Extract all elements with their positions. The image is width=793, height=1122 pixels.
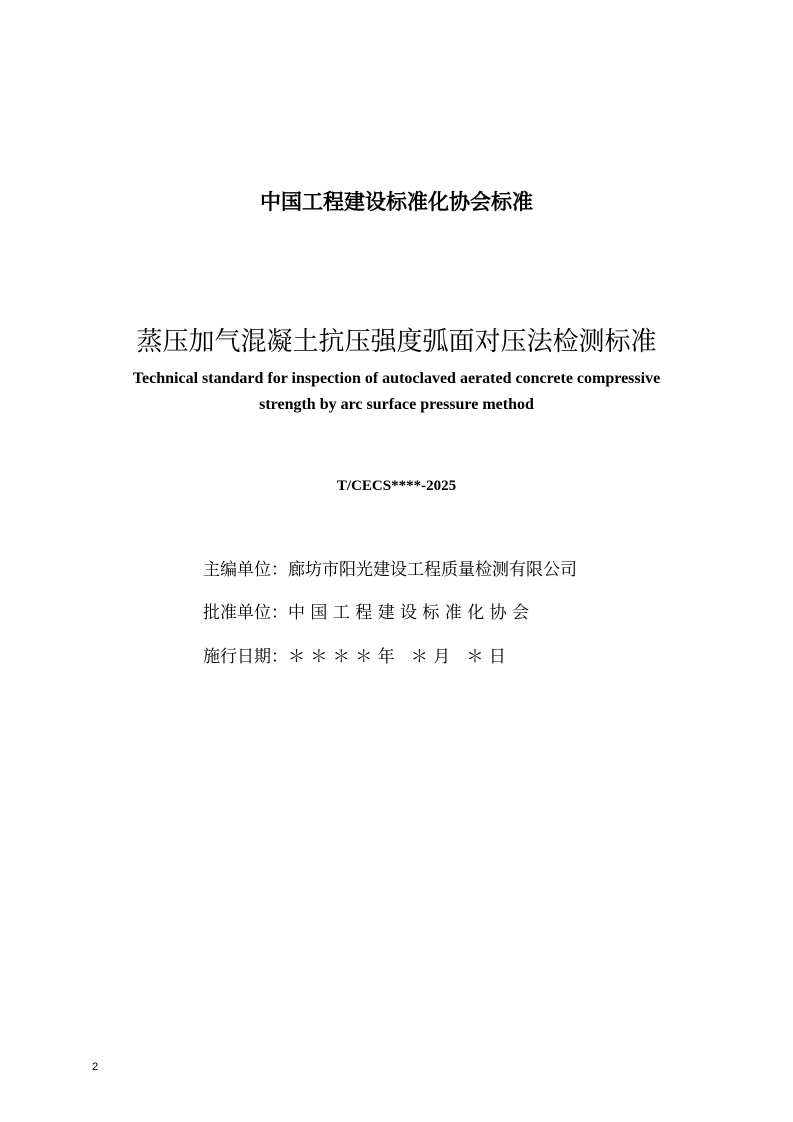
approver-value: 中 国 工 程 建 设 标 准 化 协 会: [288, 603, 530, 623]
approver-label: 批准单位：: [203, 603, 288, 623]
effective-date-value: ＊ ＊ ＊ ＊ 年 ＊ 月 ＊ 日: [288, 647, 506, 667]
page-number: 2: [92, 1061, 99, 1073]
organization-standard-heading: 中国工程建设标准化协会标准: [260, 190, 533, 214]
standard-code: T/CECS****-2025: [336, 478, 457, 494]
effective-date-label: 施行日期：: [203, 647, 288, 667]
editor-value: 廊坊市阳光建设工程质量检测有限公司: [288, 560, 577, 580]
editor-label: 主编单位：: [203, 560, 288, 580]
editor-row: [203, 557, 577, 583]
effective-date-row: [203, 644, 506, 670]
standard-title-english-line-1: Technical standard for inspection of autoclaved aerated concrete compressive: [132, 370, 661, 387]
standard-title-english-line-2: strength by arc surface pressure method: [259, 396, 534, 413]
approver-row: [203, 600, 529, 626]
standard-title-chinese: 蒸压加气混凝土抗压强度弧面对压法检测标准: [136, 327, 657, 357]
